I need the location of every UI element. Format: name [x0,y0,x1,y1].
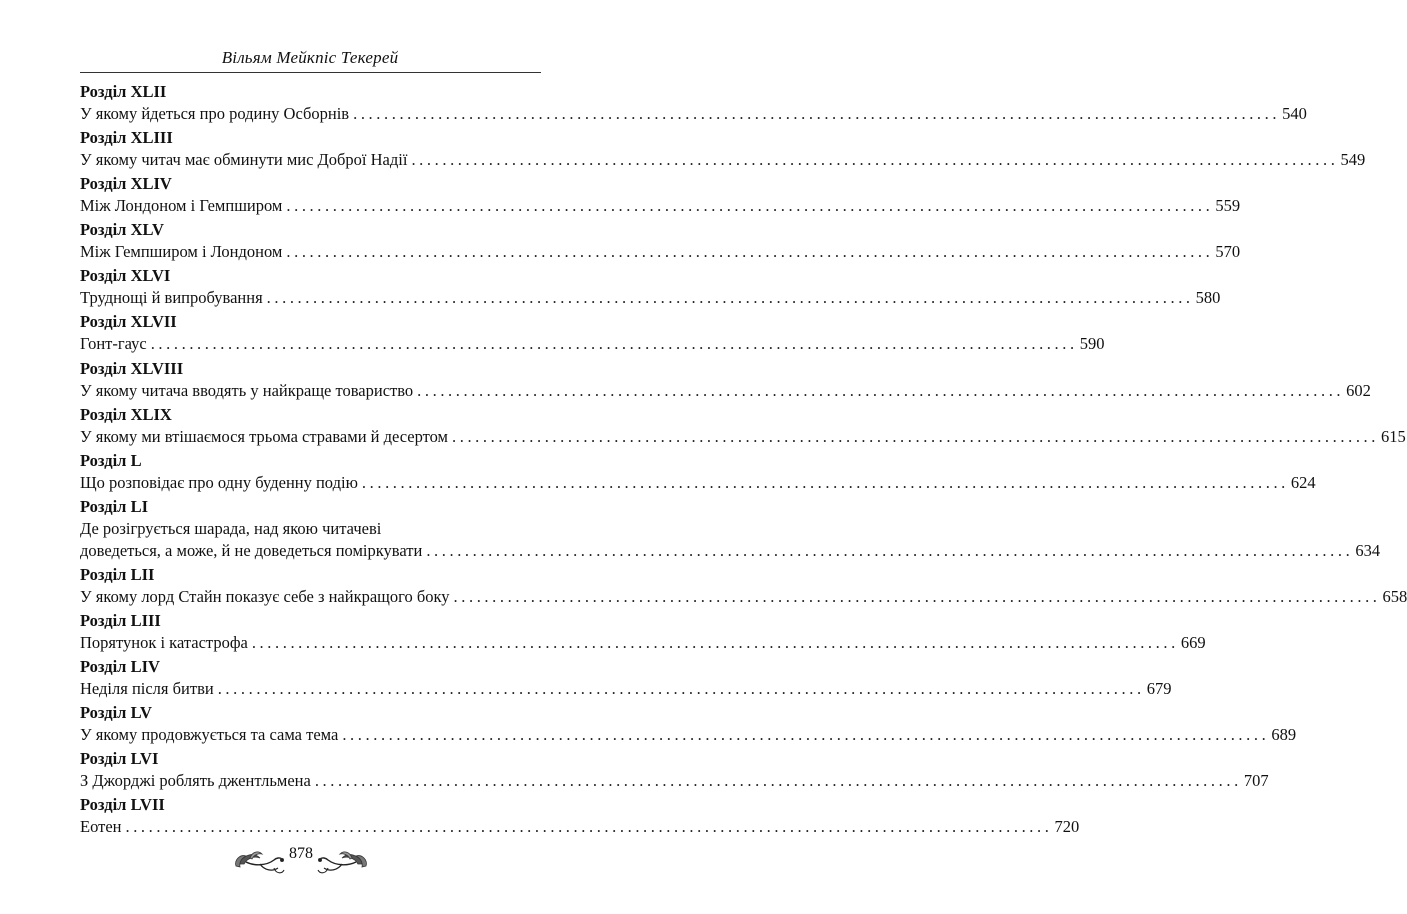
chapter-title: У якому ми втішаємося трьома стравами й десертом [80,426,448,446]
chapter-heading: Розділ LIV [80,657,160,677]
chapter-title: Між Гемпширом і Лондоном [80,242,283,262]
toc-entry [80,656,1172,702]
chapter-heading: Розділ L [80,450,142,470]
dot-leader: ........................................................................................................................ [125,817,1053,837]
page-number: 615 [1381,426,1406,446]
dot-leader: ........................................................................................................................ [417,380,1345,400]
running-head: Вільям Мейкпіс Текерей [221,48,399,67]
chapter-heading: Розділ XLVII [80,312,177,332]
toc-entry [80,404,1406,450]
dot-leader: ........................................................................................................................ [342,725,1270,745]
toc-entry [80,450,1316,496]
chapter-title: У якому продовжується та сама тема [80,725,339,745]
page-number: 669 [1180,632,1206,652]
chapter-title: Неділя після битви [80,679,214,699]
toc-line [80,770,1269,792]
toc-line [80,149,1366,171]
chapter-heading: Розділ LVII [80,795,165,815]
toc-entry [80,748,1269,794]
toc-line [80,816,1080,838]
toc-entry [80,265,1221,311]
chapter-title: доведеться, а може, й не доведеться поміркувати [80,540,423,560]
dot-leader: ........................................................................................................................ [266,288,1194,308]
dot-leader: ........................................................................................................................ [426,540,1354,560]
chapter-heading: Розділ XLVIII [80,358,184,378]
toc-line [80,586,1407,608]
page-number: 580 [1195,288,1221,308]
table-of-contents [80,81,1407,840]
page-number: 624 [1290,472,1316,492]
dot-leader: ........................................................................................................................ [452,426,1379,446]
chapter-title: У якому читача вводять у найкраще товариство [80,380,414,400]
chapter-title: Що розповідає про одну буденну подію [80,472,358,492]
toc-entry [80,127,1366,173]
chapter-title: Еотен [80,817,122,837]
page-number: 707 [1243,771,1269,791]
dot-leader: ........................................................................................................................ [217,679,1145,699]
toc-entry [80,311,1105,357]
page-number: 559 [1215,196,1241,216]
dot-leader: ........................................................................................................................ [286,242,1214,262]
toc-line [80,426,1406,448]
chapter-title: У якому лорд Стайн показує себе з найкращого боку [80,586,450,606]
page-number: 540 [1282,104,1307,123]
toc-line [80,103,1307,125]
chapter-heading: Розділ XLVI [80,266,171,286]
page-number: 720 [1054,817,1080,837]
toc-entry [80,794,1080,840]
toc-line [80,472,1316,494]
chapter-title: У якому йдеться про родину Осборнів [80,104,350,123]
chapter-title: З Джорджі роблять джентльмена [80,771,311,791]
page-number: 602 [1346,380,1371,400]
chapter-heading: Розділ LVI [80,749,159,769]
chapter-heading: Розділ XLV [80,220,164,240]
chapter-heading: Розділ XLII [80,82,167,101]
toc-line [80,380,1371,402]
dot-leader: ........................................................................................................................ [314,771,1242,791]
page-number-footer: 878 [289,845,313,862]
dot-leader: ........................................................................................................................ [361,472,1289,492]
chapter-heading: Розділ XLIV [80,174,172,194]
toc-entry [80,173,1241,219]
chapter-heading: Розділ LIII [80,610,161,630]
dot-leader: ........................................................................................................................ [453,586,1381,606]
chapter-title: У якому читач має обминути мис Доброї Надії [80,150,408,170]
toc-entry [80,358,1371,404]
toc-line [80,241,1241,263]
toc-entry [80,564,1407,610]
page-number: 549 [1340,150,1366,170]
chapter-title: Порятунок і катастрофа [80,632,248,652]
page-number: 689 [1271,725,1297,745]
dot-leader: ........................................................................................................................ [353,104,1281,123]
toc-line [80,632,1206,654]
toc-line [80,287,1221,309]
chapter-heading: Розділ LV [80,703,152,723]
toc-line [80,195,1241,217]
toc-entry [80,496,1381,564]
toc-line [80,333,1105,355]
toc-entry [80,81,1307,127]
header-rule [80,72,541,73]
dot-leader: ........................................................................................................................ [150,334,1078,354]
toc-entry [80,702,1297,748]
page-footer [230,840,372,880]
toc-entry [80,219,1241,265]
toc-line [80,540,1381,562]
page-number: 590 [1079,334,1105,354]
chapter-heading: Розділ LI [80,496,148,516]
chapter-title-line1: Де розігрується шарада, над якою читачеві [80,518,382,538]
chapter-heading: Розділ LII [80,564,155,584]
toc-line [80,678,1172,700]
chapter-heading: Розділ XLIII [80,128,173,148]
page-number: 658 [1382,586,1407,606]
dot-leader: ........................................................................................................................ [286,196,1214,216]
chapter-title: Гонт-гаус [80,334,147,354]
toc-entry [80,610,1206,656]
page-number: 634 [1355,540,1381,560]
dot-leader: ........................................................................................................................ [411,150,1339,170]
page-number: 679 [1146,679,1172,699]
chapter-title: Між Лондоном і Гемпширом [80,196,283,216]
chapter-heading: Розділ XLIX [80,404,172,424]
dot-leader: ........................................................................................................................ [251,632,1179,652]
toc-line [80,724,1297,746]
chapter-title: Труднощі й випробування [80,288,263,308]
page-number: 570 [1215,242,1241,262]
